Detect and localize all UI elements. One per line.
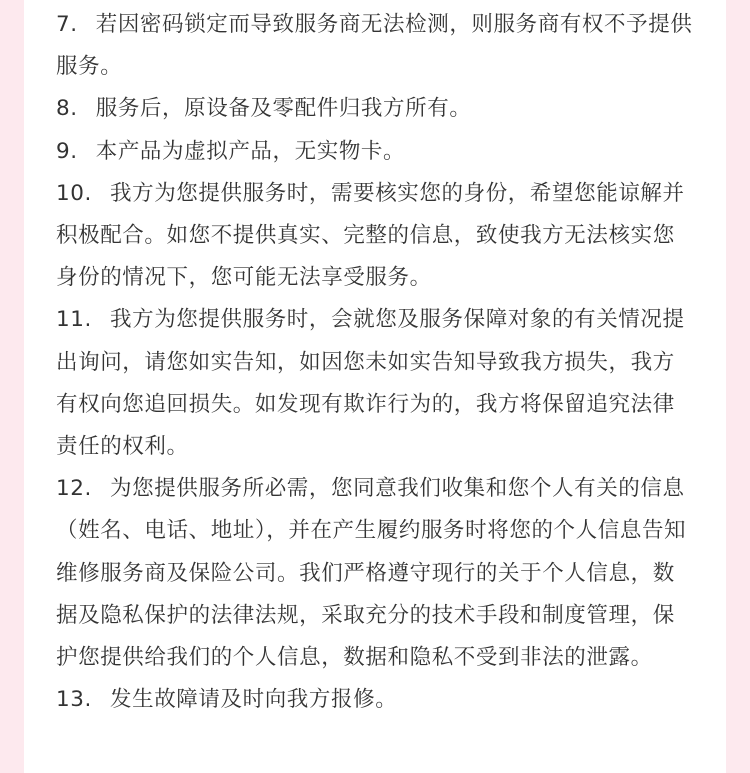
term-text: 我方为您提供服务时，需要核实您的身份，希望您能谅解并积极配合。如您不提供真实、完整的信息，致使我方无法核实您身份的情况下，您可能无法享受服务。 (56, 180, 685, 291)
term-number: 7. (56, 12, 78, 37)
term-text: 若因密码锁定而导致服务商无法检测，则服务商有权不予提供服务。 (56, 12, 693, 80)
term-item (56, 173, 696, 300)
term-number: 10. (56, 180, 92, 206)
term-text: 为您提供服务所必需，您同意我们收集和您个人有关的信息（姓名、电话、地址），并在产生履约服务时将您的个人信息告知维修服务商及保险公司。我们严格遵守现行的关于个人信息，数据及隐私保护的法律法规，采取充分的技术手段和制度管理，保护您提供给我们的个人信息，数据和隐私不受到非法的泄露。 (56, 476, 687, 671)
term-item (56, 88, 696, 130)
term-item (56, 4, 696, 88)
term-item (56, 299, 696, 468)
term-item (56, 131, 696, 173)
term-text: 发生故障请及时向我方报修。 (110, 687, 398, 713)
term-text: 服务后，原设备及零配件归我方所有。 (95, 96, 472, 122)
term-number: 8. (56, 96, 78, 122)
term-text: 本产品为虚拟产品，无实物卡。 (95, 138, 406, 164)
term-number: 11. (56, 307, 92, 333)
term-item (56, 679, 696, 721)
terms-list (56, 4, 696, 721)
term-text: 我方为您提供服务时，会就您及服务保障对象的有关情况提出询问，请您如实告知，如因您未如实告知导致我方损失，我方有权向您追回损失。如发现有欺诈行为的，我方将保留追究法律责任的权利。 (56, 307, 685, 460)
term-number: 9. (56, 138, 78, 164)
term-number: 12. (56, 476, 92, 502)
terms-panel (24, 0, 726, 773)
term-number: 13. (56, 687, 92, 713)
term-item (56, 468, 696, 679)
